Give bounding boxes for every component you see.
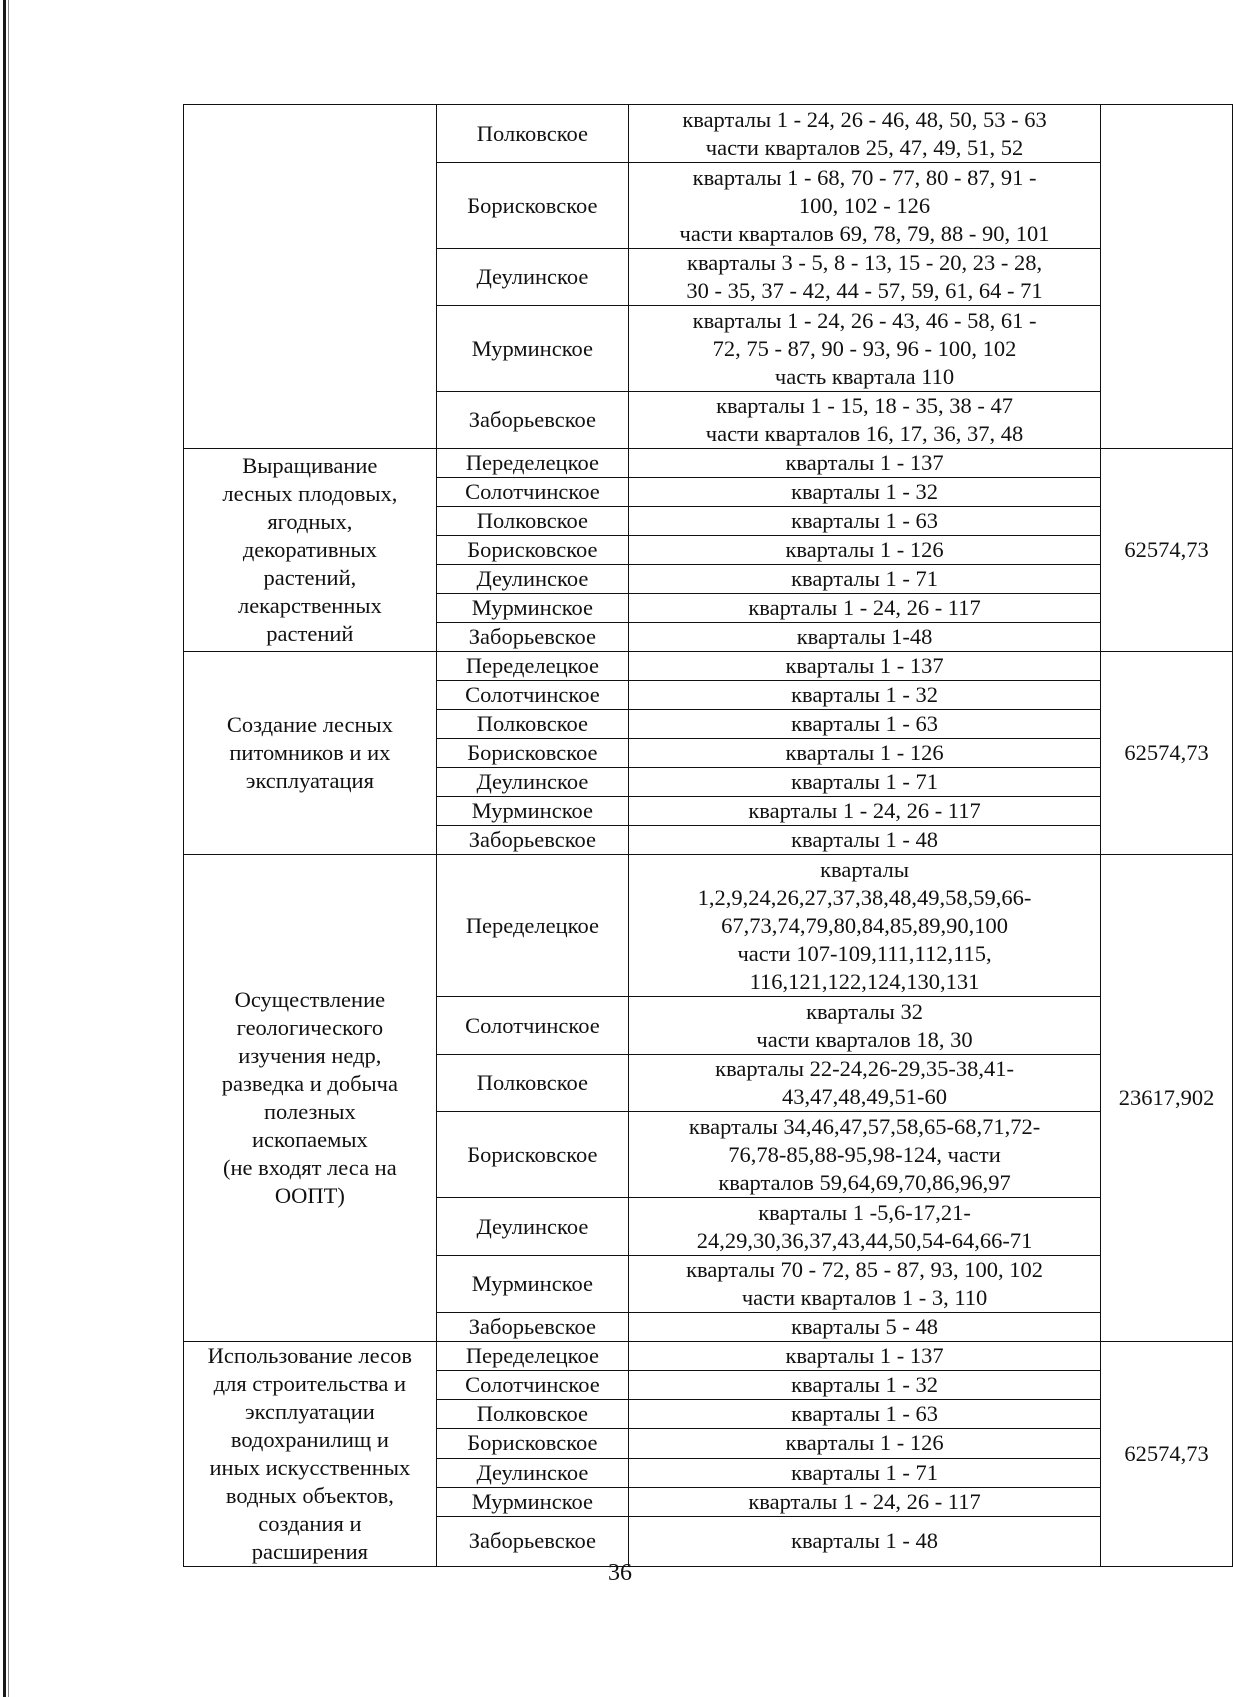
quarters-text: кварталы 1 - 63 (791, 1401, 939, 1427)
forestry-cell: Солотчинское (436, 681, 628, 710)
quarters-cell (629, 1400, 1101, 1429)
use-kind-text: Создание лесных питомников и их эксплуатация (226, 712, 393, 793)
quarters-text: кварталы 1 - 24, 26 - 43, 46 - 58, 61 - 72, 75 - 87, 90 - 93, 96 - 100, 102 часть квартала 110 (692, 307, 1037, 389)
quarters-cell (629, 565, 1101, 594)
quarters-cell (629, 1112, 1101, 1198)
quarters-cell (629, 1055, 1101, 1112)
table-row (184, 1342, 1233, 1371)
table-row (184, 855, 1233, 997)
quarters-cell (629, 652, 1101, 681)
area-cell (1101, 105, 1233, 449)
quarters-text: кварталы 1 - 71 (791, 769, 939, 794)
quarters-text: кварталы 1 - 71 (791, 566, 939, 591)
forestry-cell: Солотчинское (436, 478, 628, 507)
quarters-text: кварталы 1 - 71 (791, 1459, 939, 1485)
use-kind-text: Выращивание лесных плодовых, ягодных, декоративных растений, лекарственных растений (222, 453, 398, 646)
forestry-cell: Солотчинское (436, 997, 628, 1055)
forestry-cell: Заборьевское (436, 1516, 628, 1566)
forest-use-table (183, 104, 1233, 1567)
forestry-cell: Деулинское (436, 249, 628, 306)
forestry-cell: Мурминское (436, 797, 628, 826)
forestry-cell: Переделецкое (436, 652, 628, 681)
quarters-cell (629, 163, 1101, 249)
quarters-cell (629, 623, 1101, 652)
quarters-cell (629, 997, 1101, 1055)
quarters-text: кварталы 1 - 126 (785, 1430, 944, 1456)
quarters-text: кварталы 1 - 24, 26 - 117 (748, 798, 981, 823)
quarters-cell (629, 710, 1101, 739)
table-row (184, 449, 1233, 478)
forestry-cell: Полковское (436, 1055, 628, 1112)
forestry-cell: Полковское (436, 507, 628, 536)
quarters-cell (629, 1429, 1101, 1458)
quarters-cell (629, 739, 1101, 768)
quarters-cell (629, 392, 1101, 449)
quarters-cell (629, 536, 1101, 565)
forestry-cell: Солотчинское (436, 1371, 628, 1400)
page-number: 36 (608, 1560, 632, 1586)
quarters-text: кварталы 1 - 137 (785, 653, 944, 678)
quarters-text: кварталы 1 - 24, 26 - 46, 48, 50, 53 - 63 части кварталов 25, 47, 49, 51, 52 (682, 106, 1047, 160)
quarters-text: кварталы 1 - 15, 18 - 35, 38 - 47 части кварталов 16, 17, 36, 37, 48 (705, 393, 1024, 446)
quarters-cell (629, 1487, 1101, 1516)
quarters-cell (629, 1516, 1101, 1566)
quarters-text: кварталы 3 - 5, 8 - 13, 15 - 20, 23 - 28, 30 - 35, 37 - 42, 44 - 57, 59, 61, 64 - 71 (686, 250, 1043, 303)
quarters-cell (629, 449, 1101, 478)
quarters-text: кварталы 1 - 48 (791, 827, 939, 852)
use-kind-cell (184, 855, 437, 1342)
quarters-text: кварталы 1 -5,6-17,21- 24,29,30,36,37,43,44,50,54-64,66-71 (696, 1199, 1033, 1253)
forestry-cell: Переделецкое (436, 855, 628, 997)
quarters-cell (629, 855, 1101, 997)
quarters-text: кварталы 1 - 68, 70 - 77, 80 - 87, 91 - 100, 102 - 126 части кварталов 69, 78, 79, 88 - 90, 101 (679, 164, 1050, 246)
forestry-cell: Борисковское (436, 536, 628, 565)
use-kind-text: Осуществление геологического изучения недр, разведка и добыча полезных ископаемых (не входят леса на ООПТ) (221, 987, 398, 1208)
quarters-text: кварталы 1 - 137 (785, 1343, 944, 1369)
quarters-text: кварталы 1 - 126 (785, 537, 944, 562)
quarters-text: кварталы 22-24,26-29,35-38,41- 43,47,48,49,51-60 (715, 1056, 1014, 1109)
forestry-cell: Мурминское (436, 1487, 628, 1516)
forestry-cell: Борисковское (436, 1429, 628, 1458)
quarters-text: кварталы 1 - 63 (791, 711, 939, 736)
forestry-cell: Переделецкое (436, 1342, 628, 1371)
use-kind-cell (184, 1342, 437, 1567)
area-cell: 62574,73 (1101, 1342, 1233, 1567)
quarters-text: кварталы 1 - 24, 26 - 117 (748, 1488, 981, 1514)
quarters-text: кварталы 1 - 24, 26 - 117 (748, 595, 981, 620)
forestry-cell: Заборьевское (436, 1313, 628, 1342)
quarters-text: кварталы 1 - 63 (791, 508, 939, 533)
quarters-text: кварталы 1 - 32 (791, 682, 939, 707)
forestry-cell: Мурминское (436, 594, 628, 623)
quarters-cell (629, 797, 1101, 826)
use-kind-cell (184, 449, 437, 652)
forestry-cell: Полковское (436, 1400, 628, 1429)
quarters-text: кварталы 1-48 (796, 624, 933, 649)
quarters-text: кварталы 34,46,47,57,58,65-68,71,72- 76,78-85,88-95,98-124, части кварталов 59,64,69,70,86,96,97 (688, 1113, 1041, 1195)
quarters-cell (629, 1458, 1101, 1487)
quarters-text: кварталы 32 части кварталов 18, 30 (756, 998, 973, 1052)
binding-edge-line (3, 0, 6, 1697)
forestry-cell: Деулинское (436, 768, 628, 797)
quarters-cell (629, 594, 1101, 623)
forestry-cell: Борисковское (436, 163, 628, 249)
quarters-cell (629, 1256, 1101, 1313)
table-row (184, 105, 1233, 163)
quarters-text: кварталы 1 - 48 (791, 1528, 939, 1554)
quarters-cell (629, 1342, 1101, 1371)
forestry-cell: Деулинское (436, 1458, 628, 1487)
quarters-text: кварталы 1 - 32 (791, 1372, 939, 1398)
forestry-cell: Борисковское (436, 739, 628, 768)
binding-edge-shadow (8, 0, 9, 1697)
quarters-cell (629, 826, 1101, 855)
use-kind-cell (184, 105, 437, 449)
quarters-text: кварталы 5 - 48 (791, 1314, 939, 1339)
quarters-text: кварталы 1 - 32 (791, 479, 939, 504)
area-cell: 23617,902 (1101, 855, 1233, 1342)
quarters-cell (629, 507, 1101, 536)
forestry-cell: Деулинское (436, 1198, 628, 1256)
table-row (184, 652, 1233, 681)
area-cell: 62574,73 (1101, 652, 1233, 855)
quarters-text: кварталы 1 - 126 (785, 740, 944, 765)
quarters-cell (629, 1371, 1101, 1400)
quarters-text: кварталы 1 - 137 (785, 450, 944, 475)
quarters-cell (629, 1198, 1101, 1256)
forestry-cell: Заборьевское (436, 623, 628, 652)
quarters-cell (629, 681, 1101, 710)
quarters-cell (629, 306, 1101, 392)
forestry-cell: Борисковское (436, 1112, 628, 1198)
forestry-cell: Мурминское (436, 306, 628, 392)
forestry-cell: Заборьевское (436, 392, 628, 449)
forestry-cell: Заборьевское (436, 826, 628, 855)
forestry-cell: Полковское (436, 710, 628, 739)
quarters-cell (629, 1313, 1101, 1342)
quarters-cell (629, 478, 1101, 507)
quarters-cell (629, 105, 1101, 163)
use-kind-text: Использование лесов для строительства и эксплуатации водохранилищ и иных искусственных водных объектов, создания и расширения (207, 1343, 413, 1564)
forestry-cell: Деулинское (436, 565, 628, 594)
forestry-cell: Переделецкое (436, 449, 628, 478)
forestry-cell: Полковское (436, 105, 628, 163)
quarters-text: кварталы 70 - 72, 85 - 87, 93, 100, 102 части кварталов 1 - 3, 110 (686, 1257, 1044, 1310)
use-kind-cell (184, 652, 437, 855)
quarters-text: кварталы 1,2,9,24,26,27,37,38,48,49,58,59,66- 67,73,74,79,80,84,85,89,90,100 части 107-109,111,112,115, 116,121,122,124,130,131 (697, 856, 1032, 994)
quarters-cell (629, 768, 1101, 797)
forest-use-table-body (184, 105, 1233, 1567)
forestry-cell: Мурминское (436, 1256, 628, 1313)
area-cell: 62574,73 (1101, 449, 1233, 652)
quarters-cell (629, 249, 1101, 306)
